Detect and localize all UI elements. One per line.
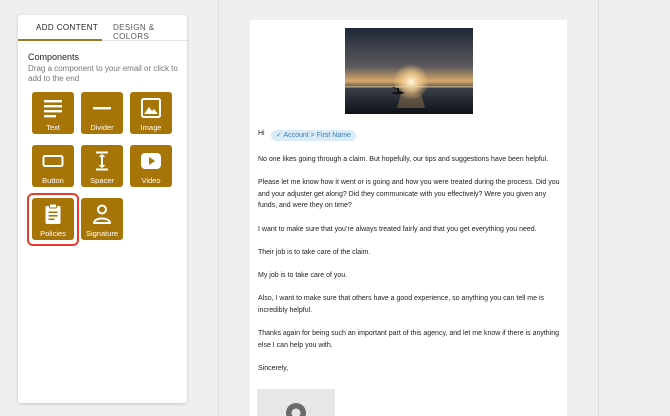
person-icon [91,203,113,225]
active-tab-indicator [18,39,102,41]
email-signoff: Sincerely, [258,365,289,372]
component-label: Button [42,176,64,185]
component-image-tile[interactable] [130,92,172,134]
editor-separator-left [218,0,219,416]
panel-tabs [18,15,187,41]
component-label: Spacer [90,176,114,185]
component-label: Signature [85,229,119,238]
components-description: Drag a component to your email or click to add to the end [28,64,178,83]
editor-separator-right [598,0,599,416]
component-label: Policies [40,229,66,238]
component-text-tile[interactable] [32,92,74,134]
component-divider-tile[interactable] [81,92,123,134]
merge-tag-first-name[interactable] [271,130,356,141]
text-lines-icon [42,97,64,119]
avatar-placeholder-icon [257,389,335,416]
component-label: Image [140,123,162,132]
check-icon: ✓ [276,132,284,139]
spacer-icon [91,150,113,172]
email-paragraph: My job is to take care of you. [258,272,348,279]
component-label: Video [141,176,161,185]
policies-highlight-outline [27,193,79,246]
email-paragraph: Thanks again for being such an important part of this agency, and let me know if there is anything else I can help you with. [258,330,560,349]
email-greeting: Hi [258,130,265,137]
email-paragraph: No one likes going through a claim. But hopefully, our tips and suggestions have been helpful. [258,156,549,163]
image-icon [140,97,162,119]
email-paragraph: Please let me know how it went or is going and how you were treated during the process. Did you and your adjuster get along? Did they communicate with you effectively? Were you given any funds, and were they on time? [258,179,560,209]
email-paragraph: Also, I want to make sure that others have a good experience, so anything you can tell me is incredibly helpful. [258,295,544,314]
component-label: Divider [90,123,114,132]
divider-icon [91,97,113,119]
hero-image[interactable] [345,28,473,114]
email-paragraph: Their job is to take care of the claim. [258,249,371,256]
button-icon [42,150,64,172]
merge-tag-label: Account > First Name [283,132,351,139]
sunset-kayak-image [345,28,473,114]
tab-design-colors[interactable]: DESIGN & COLORS [113,23,155,41]
signature-photo-placeholder[interactable] [257,389,335,416]
components-heading: Components [28,52,80,62]
email-preview[interactable] [250,20,567,416]
tab-add-content[interactable]: ADD CONTENT [36,23,99,32]
component-signature-tile[interactable] [81,198,123,240]
component-button-tile[interactable] [32,145,74,187]
component-video-tile[interactable] [130,145,172,187]
component-label: Text [46,123,60,132]
component-spacer-tile[interactable] [81,145,123,187]
email-paragraph: I want to make sure that you’re always treated fairly and that you get everything you need. [258,226,537,233]
video-icon [140,150,162,172]
